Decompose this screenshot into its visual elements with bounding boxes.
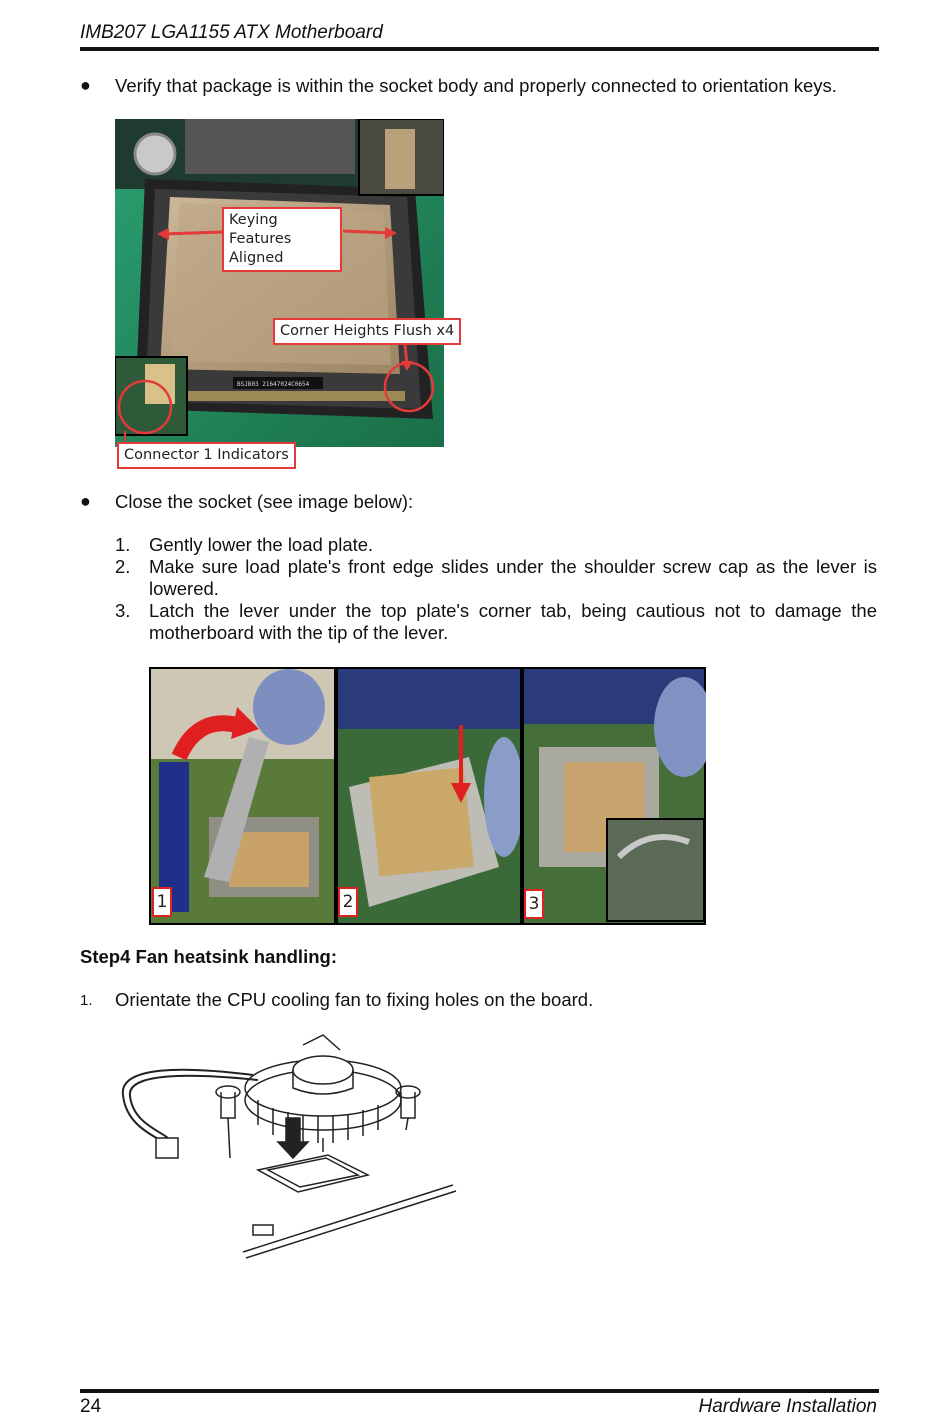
cpu-socket-photo xyxy=(115,119,444,447)
callout-corner-heights: Corner Heights Flush x4 xyxy=(273,318,461,345)
socket-closing-photos xyxy=(149,667,706,925)
step-item xyxy=(115,556,877,600)
panel-label-1: 1 xyxy=(152,887,172,917)
fan-heatsink-diagram xyxy=(118,1030,458,1260)
bullet-text-verify: Verify that package is within the socket body and properly connected to orientation keys. xyxy=(115,75,837,96)
bullet-icon: ● xyxy=(80,75,91,95)
page-header-title: IMB207 LGA1155 ATX Motherboard xyxy=(80,22,383,43)
step-number: 1. xyxy=(115,534,131,555)
step-item xyxy=(115,600,877,644)
step-item xyxy=(115,534,877,556)
close-socket-steps xyxy=(115,534,877,644)
page-number: 24 xyxy=(80,1396,102,1417)
list-number: 1. xyxy=(80,992,93,1009)
step-number: 3. xyxy=(115,600,131,621)
callout-connector-indicators: Connector 1 Indicators xyxy=(117,442,296,469)
socket-closing-illustration xyxy=(149,667,706,925)
panel-label-2: 2 xyxy=(338,887,358,917)
step-text: Make sure load plate's front edge slides under the shoulder screw cap as the lever is lowered. xyxy=(149,556,877,599)
chip-marking: BSJB03 21647024C0654 xyxy=(237,381,310,388)
callout-keying-line2: Aligned xyxy=(229,250,284,266)
cpu-socket-illustration xyxy=(115,119,444,447)
fan-heatsink-illustration xyxy=(118,1030,458,1260)
section-heading-fan-heatsink: Step4 Fan heatsink handling: xyxy=(80,946,337,967)
step-text: Latch the lever under the top plate's corner tab, being cautious not to damage the motherboard with the tip of the lever. xyxy=(149,600,877,643)
footer-divider xyxy=(80,1389,879,1393)
bullet-icon: ● xyxy=(80,491,91,511)
step-number: 2. xyxy=(115,556,131,577)
panel-label-3: 3 xyxy=(524,889,544,919)
step-text: Gently lower the load plate. xyxy=(149,534,374,555)
list-item-text: Orientate the CPU cooling fan to fixing holes on the board. xyxy=(115,989,594,1010)
callout-keying-line1: Keying Features xyxy=(229,212,292,247)
callout-keying-features xyxy=(222,207,342,272)
header-divider xyxy=(80,47,879,51)
bullet-text-close-socket: Close the socket (see image below): xyxy=(115,491,414,512)
footer-section-title: Hardware Installation xyxy=(698,1396,877,1417)
